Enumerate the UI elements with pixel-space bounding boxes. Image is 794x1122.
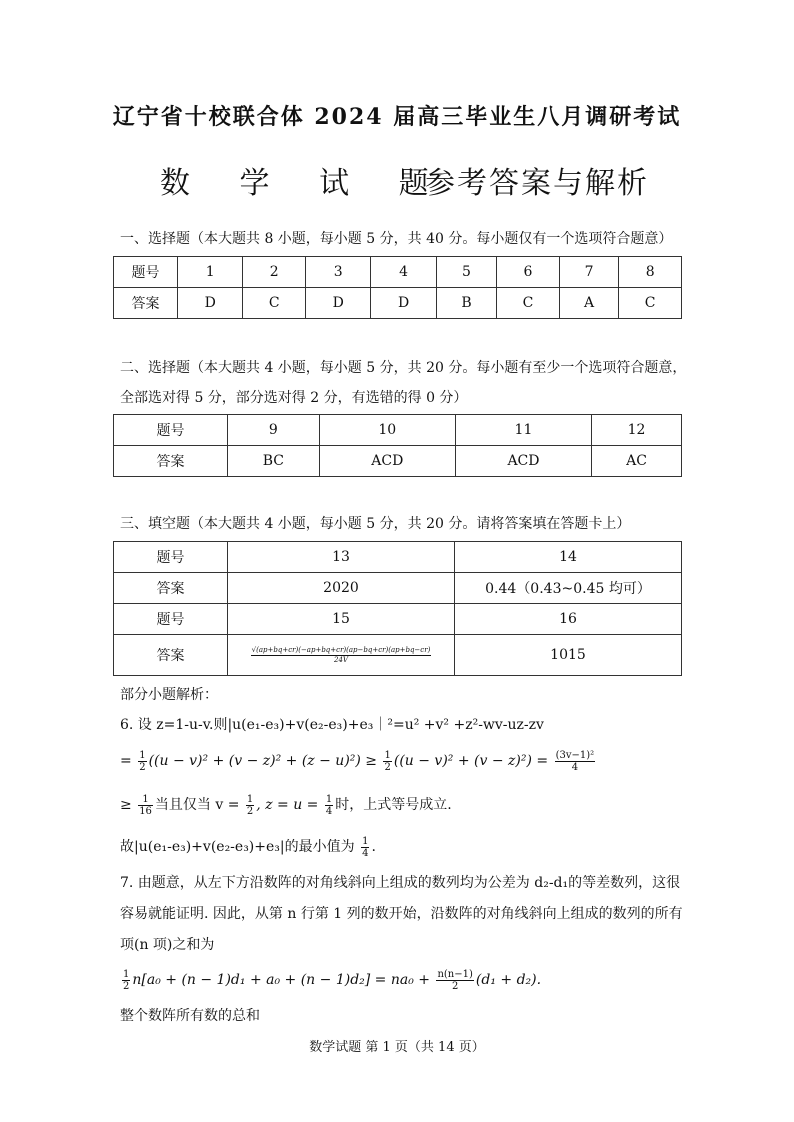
fraction-numerator: 1: [384, 749, 391, 761]
solutions-heading: 部分小题解析：: [120, 687, 218, 703]
row-label: 答案: [114, 635, 228, 676]
answer-cell: 1015: [455, 635, 682, 676]
p7-line3: 项(n 项)之和为: [120, 937, 215, 953]
p6-text: 当且仅当 v =: [154, 797, 244, 813]
question-number: 10: [319, 415, 455, 446]
p6-text: ((u − v)² + (v − z)²) =: [393, 753, 553, 769]
subtitle-right: 参考答案与解析: [425, 166, 649, 201]
fraction-denominator: 4: [362, 847, 369, 859]
p6-text: 故|u(e₁-e₃)+v(e₂-e₃)+e₃|的最小值为: [120, 839, 360, 855]
section1-table: [113, 256, 682, 319]
answer-cell: C: [619, 288, 682, 319]
section3-table: [113, 541, 682, 676]
question-number: 3: [306, 257, 371, 288]
answer-cell: D: [371, 288, 436, 319]
fraction: [555, 750, 596, 773]
question-number: 8: [619, 257, 682, 288]
page-footer: 数学试题 第 1 页（共 14 页）: [309, 1040, 485, 1055]
fraction: [383, 750, 391, 773]
question-number: 11: [455, 415, 591, 446]
answer-cell: B: [436, 288, 496, 319]
formula-numerator: √(ap+bq+cr)(−ap+bq+cr)(ap−bq+cr)(ap+bq−cr): [251, 645, 431, 654]
section2-heading-line1: 二、选择题（本大题共 4 小题，每小题 5 分，共 20 分。每小题有至少一个选项符合题意，: [120, 360, 687, 376]
p6-line2: [120, 746, 690, 776]
fraction-denominator: 2: [246, 805, 254, 817]
fraction: [436, 969, 473, 992]
table-row: [114, 257, 682, 288]
p7-text: n[a₀ + (n − 1)d₁ + a₀ + (n − 1)d₂] = na₀ +: [132, 972, 435, 988]
answer-cell: A: [559, 288, 618, 319]
p7-line2: 容易就能证明. 因此，从第 n 行第 1 列的数开始，沿数阵的对角线斜向上组成的数列的所有: [120, 906, 683, 922]
p6-text: =: [120, 753, 137, 769]
question-number: 5: [436, 257, 496, 288]
table-row: [114, 635, 682, 676]
p6-line4: [120, 832, 690, 862]
fraction-numerator: 1: [138, 794, 153, 806]
row-label: 题号: [114, 542, 228, 573]
answer-cell: 2020: [228, 573, 455, 604]
answer-cell-formula: [228, 635, 455, 676]
p7-line4: 整个数阵所有数的总和: [120, 1008, 260, 1024]
fraction-numerator: n(n−1): [437, 968, 473, 980]
row-label: 答案: [114, 573, 228, 604]
question-number: 13: [228, 542, 455, 573]
p6-line1: 6. 设 z=1-u-v.则|u(e₁-e₃)+v(e₂-e₃)+e₃｜²=u² +v² +z²-wv-uz-zv: [120, 717, 544, 733]
fraction: [246, 794, 254, 817]
fraction-denominator: 16: [139, 805, 152, 817]
question-number: 6: [497, 257, 560, 288]
question-number: 12: [592, 415, 682, 446]
table-row: [114, 415, 682, 446]
fraction: [138, 794, 153, 817]
formula-denominator: 24V: [334, 655, 348, 664]
p6-line3: [120, 790, 690, 820]
question-number: 1: [178, 257, 243, 288]
fraction: [361, 836, 369, 859]
fraction-denominator: 4: [571, 761, 579, 773]
section2-table: [113, 414, 682, 477]
p7-formula: [120, 965, 690, 995]
fraction-numerator: 1: [123, 968, 130, 980]
answer-cell: C: [243, 288, 306, 319]
fraction-numerator: 1: [362, 835, 369, 847]
section2-heading-line2: 全部选对得 5 分，部分选对得 2 分，有选错的得 0 分）: [120, 390, 468, 406]
p6-text: ≥: [120, 797, 137, 813]
row-label: 题号: [114, 257, 178, 288]
question-number: 4: [371, 257, 436, 288]
table-row: [114, 604, 682, 635]
p6-text: 时，上式等号成立.: [335, 797, 452, 813]
document-title: 辽宁省十校联合体 2024 届高三毕业生八月调研考试: [112, 104, 682, 130]
fraction-denominator: 2: [384, 761, 391, 773]
question-number: 2: [243, 257, 306, 288]
question-number: 7: [559, 257, 618, 288]
p7-text: (d₁ + d₂).: [475, 972, 542, 988]
p6-text: .: [371, 839, 376, 855]
answer-cell: BC: [228, 446, 320, 477]
p6-text: ((u − v)² + (v − z)² + (z − u)²) ≥: [148, 753, 382, 769]
question-number: 14: [455, 542, 682, 573]
fraction-numerator: (3v−1)²: [555, 749, 595, 761]
section3-heading: 三、填空题（本大题共 4 小题，每小题 5 分，共 20 分。请将答案填在答题卡上）: [120, 516, 631, 532]
section1-heading: 一、选择题（本大题共 8 小题，每小题 5 分，共 40 分。每小题仅有一个选项符合题意）: [120, 231, 673, 247]
row-label: 答案: [114, 446, 228, 477]
subtitle-left: 数 学 试 题: [160, 166, 449, 201]
row-label: 题号: [114, 415, 228, 446]
fraction: [325, 794, 333, 817]
question-number: 16: [455, 604, 682, 635]
fraction-denominator: 4: [325, 805, 333, 817]
question-number: 15: [228, 604, 455, 635]
p7-line1: 7. 由题意，从左下方沿数阵的对角线斜向上组成的数列均为公差为 d₂-d₁的等差数列，这很: [120, 875, 681, 891]
question-number: 9: [228, 415, 320, 446]
answer-cell: D: [178, 288, 243, 319]
formula-fraction: [251, 646, 432, 665]
fraction: [122, 969, 130, 992]
answer-cell: ACD: [319, 446, 455, 477]
answer-cell: 0.44（0.43~0.45 均可）: [455, 573, 682, 604]
row-label: 答案: [114, 288, 178, 319]
fraction-denominator: 2: [123, 980, 130, 992]
answer-cell: C: [497, 288, 560, 319]
fraction: [138, 750, 146, 773]
table-row: [114, 573, 682, 604]
fraction-numerator: 1: [139, 749, 146, 761]
fraction-numerator: 1: [246, 793, 254, 805]
answer-cell: AC: [592, 446, 682, 477]
fraction-denominator: 2: [139, 761, 146, 773]
row-label: 题号: [114, 604, 228, 635]
answer-cell: ACD: [455, 446, 591, 477]
fraction-numerator: 1: [325, 793, 333, 805]
fraction-denominator: 2: [452, 980, 459, 992]
answer-cell: D: [306, 288, 371, 319]
table-row: [114, 446, 682, 477]
table-row: [114, 542, 682, 573]
p6-text: , z = u =: [256, 797, 323, 813]
table-row: [114, 288, 682, 319]
